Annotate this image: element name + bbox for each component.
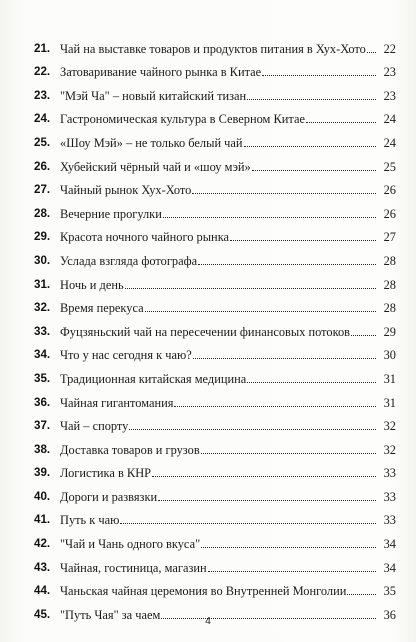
- toc-entry-page: 28: [383, 277, 396, 292]
- toc-entry: [34, 174, 396, 198]
- toc-entry-number: 21.: [34, 41, 51, 55]
- toc-entry: [34, 362, 396, 386]
- toc-entry: [34, 315, 396, 339]
- dot-leader: [193, 358, 376, 359]
- toc-entry-title: «Шоу Мэй» – не только белый чай: [60, 135, 243, 150]
- toc-entry-number: 44.: [34, 584, 51, 598]
- toc-entry-page: 22: [383, 41, 396, 56]
- toc-entry: [34, 197, 396, 221]
- dot-leader: [244, 146, 376, 147]
- toc-entry-number: 43.: [34, 560, 51, 574]
- toc-entry-title: Дороги и развязки: [60, 489, 158, 504]
- dot-leader: [163, 217, 376, 218]
- toc-entry-number: 23.: [34, 88, 51, 102]
- toc-entry-title: "Чай и Чань одного вкуса": [60, 537, 201, 552]
- toc-entry-page: 28: [383, 301, 396, 316]
- toc-entry-title: Гастрономическая культура в Северном Китае: [60, 112, 305, 127]
- toc-entry: [34, 457, 396, 481]
- toc-entry-number: 34.: [34, 348, 51, 362]
- toc-entry: [34, 126, 396, 150]
- toc-entry-page: 35: [383, 584, 396, 599]
- dot-leader: [247, 99, 376, 100]
- dot-leader: [145, 311, 376, 312]
- toc-entry-page: 24: [383, 112, 396, 127]
- toc-entry-title: "Мэй Ча" – новый китайский тизан: [60, 88, 247, 103]
- toc-entry-page: 34: [383, 560, 396, 575]
- dot-leader: [198, 264, 376, 265]
- toc-entry-page: 28: [383, 253, 396, 268]
- toc-entry-page: 34: [383, 537, 396, 552]
- toc-entry-page: 33: [383, 513, 396, 528]
- toc-entry-title: Что у нас сегодня к чаю?: [60, 348, 192, 363]
- toc-entry-number: 26.: [34, 159, 51, 173]
- toc-entry-title: Хубейский чёрный чай и «шоу мэй»: [60, 159, 251, 174]
- toc-entry-number: 27.: [34, 183, 51, 197]
- toc-entry-page: 32: [383, 419, 396, 434]
- toc-entry-number: 28.: [34, 206, 51, 220]
- page-number: 4: [205, 616, 211, 627]
- dot-leader: [208, 571, 376, 572]
- dot-leader: [129, 429, 376, 430]
- toc-entry-title: Вечерние прогулки: [60, 206, 162, 221]
- toc-entry-title: Чайная гигантомания: [60, 395, 174, 410]
- dot-leader: [174, 406, 376, 407]
- toc-entry: [34, 292, 396, 316]
- toc-entry-number: 41.: [34, 513, 51, 527]
- dot-leader: [125, 288, 376, 289]
- toc-entry-number: 37.: [34, 419, 51, 433]
- toc-entry: [34, 268, 396, 292]
- toc-entry-number: 38.: [34, 442, 51, 456]
- table-of-contents: [34, 32, 396, 622]
- toc-entry-title: Логистика в КНР: [60, 466, 152, 481]
- toc-entry: [34, 527, 396, 551]
- dot-leader: [192, 193, 376, 194]
- toc-entry-title: Чай – спорту: [60, 419, 129, 434]
- toc-entry-number: 32.: [34, 301, 51, 315]
- dot-leader: [351, 335, 376, 336]
- toc-entry-number: 24.: [34, 112, 51, 126]
- toc-entry-title: Чай на выставке товаров и продуктов питания в Хух-Хото: [60, 41, 366, 56]
- toc-entry-page: 27: [383, 230, 396, 245]
- toc-entry: [34, 221, 396, 245]
- toc-entry-title: Доставка товаров и грузов: [60, 442, 200, 457]
- toc-entry-number: 35.: [34, 371, 51, 385]
- toc-entry: [34, 32, 396, 56]
- toc-entry: [34, 244, 396, 268]
- toc-entry-page: 31: [383, 395, 396, 410]
- toc-entry-page: 33: [383, 466, 396, 481]
- toc-entry-number: 33.: [34, 324, 51, 338]
- toc-entry-title: Фуцзяньский чай на пересечении финансовых потоков: [60, 324, 351, 339]
- toc-entry-number: 40.: [34, 489, 51, 503]
- toc-entry: [34, 150, 396, 174]
- toc-entry-page: 30: [383, 348, 396, 363]
- toc-entry-number: 29.: [34, 230, 51, 244]
- toc-entry-number: 36.: [34, 395, 51, 409]
- toc-entry-number: 39.: [34, 466, 51, 480]
- toc-entry-number: 22.: [34, 65, 51, 79]
- toc-entry-page: 25: [383, 159, 396, 174]
- toc-entry: [34, 386, 396, 410]
- toc-entry-page: 24: [383, 135, 396, 150]
- toc-entry: [34, 56, 396, 80]
- dot-leader: [201, 453, 376, 454]
- dot-leader: [306, 122, 376, 123]
- toc-entry: [34, 433, 396, 457]
- toc-entry-page: 33: [383, 489, 396, 504]
- dot-leader: [152, 476, 376, 477]
- dot-leader: [201, 547, 376, 548]
- toc-entry-title: Чаньская чайная церемония во Внутренней Монголии: [60, 584, 347, 599]
- dot-leader: [347, 594, 376, 595]
- dot-leader: [252, 170, 376, 171]
- toc-entry-number: 25.: [34, 135, 51, 149]
- toc-entry-number: 30.: [34, 253, 51, 267]
- toc-entry-page: 31: [383, 371, 396, 386]
- dot-leader: [247, 382, 376, 383]
- toc-entry: [34, 575, 396, 599]
- toc-entry-number: 42.: [34, 537, 51, 551]
- dot-leader: [158, 500, 376, 501]
- toc-entry-page: 36: [383, 607, 396, 622]
- toc-entry: [34, 480, 396, 504]
- toc-entry: [34, 339, 396, 363]
- toc-entry-page: 26: [383, 183, 396, 198]
- dot-leader: [367, 52, 376, 53]
- toc-entry-title: Затоваривание чайного рынка в Китае: [60, 65, 262, 80]
- toc-entry-title: Время перекуса: [60, 301, 144, 316]
- toc-entry-page: 29: [383, 324, 396, 339]
- toc-entry: [34, 410, 396, 434]
- toc-entry-page: 26: [383, 206, 396, 221]
- toc-entry-page: 23: [383, 65, 396, 80]
- toc-entry-title: Ночь и день: [60, 277, 124, 292]
- toc-entry-title: Красота ночного чайного рынка: [60, 230, 230, 245]
- toc-entry-title: Чайная, гостиница, магазин: [60, 560, 207, 575]
- toc-entry-page: 32: [383, 442, 396, 457]
- toc-entry: [34, 551, 396, 575]
- toc-entry-title: Услада взгляда фотографа: [60, 253, 198, 268]
- dot-leader: [230, 240, 376, 241]
- toc-entry-number: 31.: [34, 277, 51, 291]
- toc-entry-title: Традиционная китайская медицина: [60, 371, 247, 386]
- toc-entry-page: 23: [383, 88, 396, 103]
- toc-entry-title: "Путь Чая" за чаем: [60, 607, 161, 622]
- toc-entry: [34, 103, 396, 127]
- toc-entry-title: Путь к чаю: [60, 513, 120, 528]
- dot-leader: [120, 523, 376, 524]
- toc-entry: [34, 504, 396, 528]
- toc-entry-number: 45.: [34, 607, 51, 621]
- dot-leader: [262, 75, 376, 76]
- toc-entry-title: Чайный рынок Хух-Хото: [60, 183, 192, 198]
- toc-entry: [34, 79, 396, 103]
